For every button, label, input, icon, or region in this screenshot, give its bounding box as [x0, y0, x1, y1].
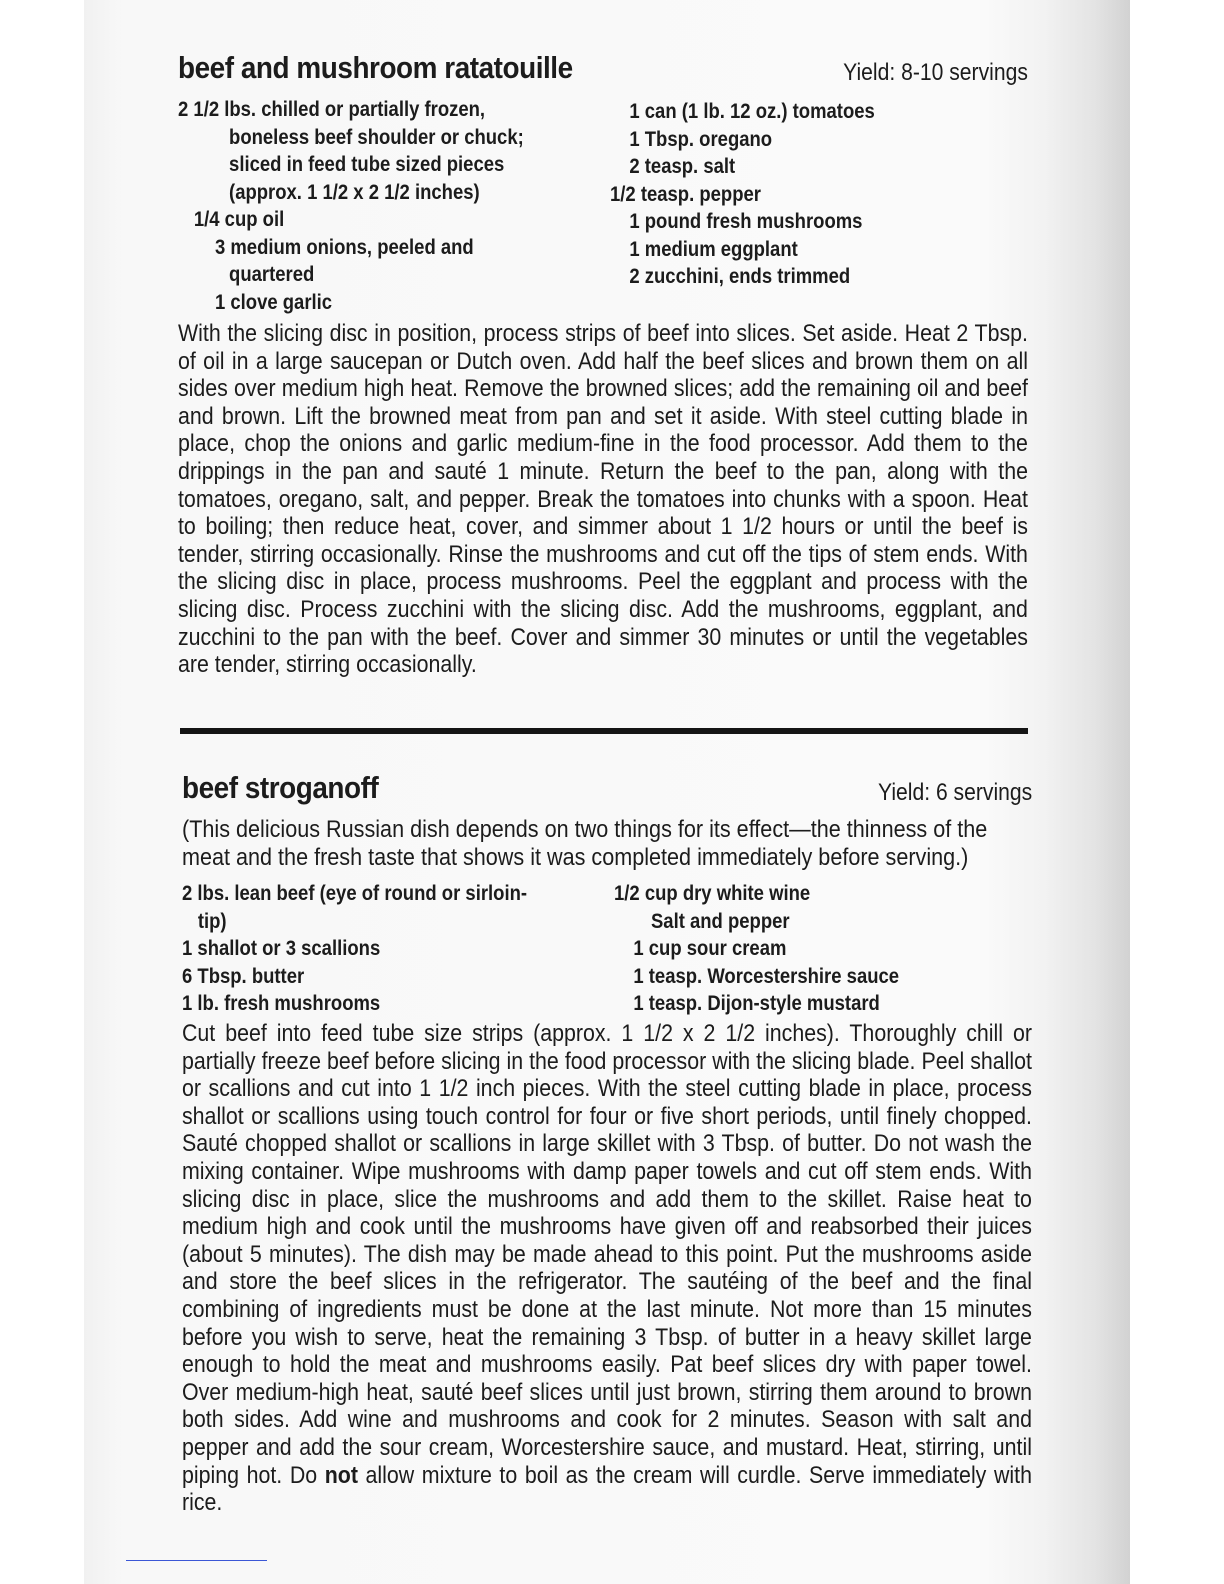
ingredient: 6 Tbsp. butter	[182, 964, 305, 988]
directions-text: allow mixture to boil as the cream will curdle. Serve immediately with rice.	[182, 1461, 1032, 1517]
recipe-header	[182, 770, 1032, 816]
recipe-title: beef and mushroom ratatouille	[178, 50, 573, 85]
ingredient: Salt and pepper	[650, 909, 790, 933]
recipe-title: beef stroganoff	[182, 770, 379, 805]
ingredient: 1 shallot or 3 scallions	[182, 937, 381, 960]
ingredient: boneless beef shoulder or chuck;	[229, 125, 524, 149]
ingredient: 1/4 cup oil	[193, 208, 285, 231]
recipe-directions	[182, 1020, 1032, 1517]
ingredient: 2 zucchini, ends trimmed	[629, 265, 851, 288]
ingredients-left-column	[182, 880, 574, 1018]
recipe-yield: Yield: 6 servings	[877, 779, 1032, 806]
ingredients-right-column	[610, 98, 911, 291]
recipe-intro: (This delicious Russian dish depends on two things for its effect—the thinness of the meat and the fresh taste that shows it was completed immediately before serving.)	[182, 816, 988, 871]
ingredient: tip)	[197, 909, 227, 933]
ingredients-right-column	[614, 880, 938, 1018]
ingredient: sliced in feed tube sized pieces	[229, 153, 505, 176]
ingredients	[182, 880, 1032, 1020]
underline-mark	[126, 1560, 267, 1561]
recipe-header	[178, 50, 1028, 96]
ingredient: 1 teasp. Dijon-style mustard	[633, 992, 880, 1015]
ingredient: 2 teasp. salt	[629, 155, 736, 178]
ingredient: 1 teasp. Worcestershire sauce	[633, 964, 900, 988]
ingredient: 1 medium eggplant	[629, 237, 798, 261]
ingredient: 3 medium onions, peeled and	[214, 235, 474, 259]
recipe-yield: Yield: 8-10 servings	[843, 59, 1028, 86]
ingredient: (approx. 1 1/2 x 2 1/2 inches)	[229, 180, 480, 204]
ingredient: 1 Tbsp. oregano	[629, 127, 773, 151]
directions-text: Cut beef into feed tube size strips (approx. 1 1/2 x 2 1/2 inches). Thoroughly chill or partially freeze beef before slicing in the food processor with the slicing blade. Peel shallot or scallions and cut into 1 1/2 inch pieces. With the steel cutting blade in place, process shallot or scallions using touch control for four or five short periods, until finely chopped. Sauté chopped shallot or scallions in large skillet with 3 Tbsp. of butter. Do not wash the mixing container. Wipe mushrooms with damp paper towels and cut off stem ends. With slicing disc in place, slice the mushrooms and add them to the skillet. Raise heat to medium high and cook until the mushrooms have given off and reabsorbed their juices (about 5 minutes). The dish may be made ahead to this point. Put the mushrooms aside and store the beef slices in the refrigerator. The sautéing of the beef and the final combining of ingredients must be done at the last minute. Not more than 15 minutes before you wish to serve, heat the remaining 3 Tbsp. of butter in a heavy skillet large enough to hold the meat and mushrooms easily. Pat beef slices dry with paper towel. Over medium-high heat, sauté beef slices until just brown, stirring them around to brown both sides. Add wine and mushrooms and cook for 2 minutes. Season with salt and pepper and add the sour cream, Worcestershire sauce, and mustard. Heat, stirring, until piping hot. Do	[182, 1020, 1032, 1489]
ingredient: 1 cup sour cream	[633, 937, 787, 960]
recipe-directions: With the slicing disc in position, process strips of beef into slices. Set aside. Heat 2 Tbsp. of oil in a large saucepan or Dutch oven. Add half the beef slices and brown them on all sides over medium high heat. Remove the browned slices; add the remaining oil and beef and brown. Lift the browned meat from pan and set it aside. With steel cutting blade in place, chop the onions and garlic medium-fine in the food processor. Add them to the drippings in the pan and sauté 1 minute. Return the beef to the pan, along with the tomatoes, oregano, salt, and pepper. Break the tomatoes into chunks with a spoon. Heat to boiling; then reduce heat, cover, and simmer about 1 1/2 hours or until the beef is tender, stirring occasionally. Rinse the mushrooms and cut off the tips of stem ends. With the slicing disc in place, process mushrooms. Peel the eggplant and process with the slicing disc. Process zucchini with the slicing disc. Add the mushrooms, eggplant, and zucchini to the pan with the beef. Cover and simmer 30 minutes or until the vegetables are tender, stirring occasionally.	[178, 320, 1028, 679]
ingredient: 1 pound fresh mushrooms	[629, 210, 863, 233]
ingredient: 2 lbs. lean beef (eye of round or sirloin-	[182, 882, 528, 905]
ingredients-left-column	[178, 96, 571, 316]
directions-emphasis: not	[324, 1461, 358, 1489]
ingredient: 1 clove garlic	[214, 290, 333, 314]
recipe-beef-mushroom-ratatouille	[178, 50, 1028, 679]
ingredient: 1 lb. fresh mushrooms	[182, 992, 381, 1015]
section-divider	[180, 728, 1028, 734]
ingredient: 1/2 teasp. pepper	[610, 182, 761, 206]
ingredient: 1/2 cup dry white wine	[614, 882, 811, 905]
ingredient: quartered	[229, 263, 315, 286]
recipe-beef-stroganoff	[182, 770, 1032, 1517]
ingredients	[178, 96, 1028, 320]
ingredient: 2 1/2 lbs. chilled or partially frozen,	[178, 98, 486, 121]
ingredient: 1 can (1 lb. 12 oz.) tomatoes	[629, 100, 875, 123]
